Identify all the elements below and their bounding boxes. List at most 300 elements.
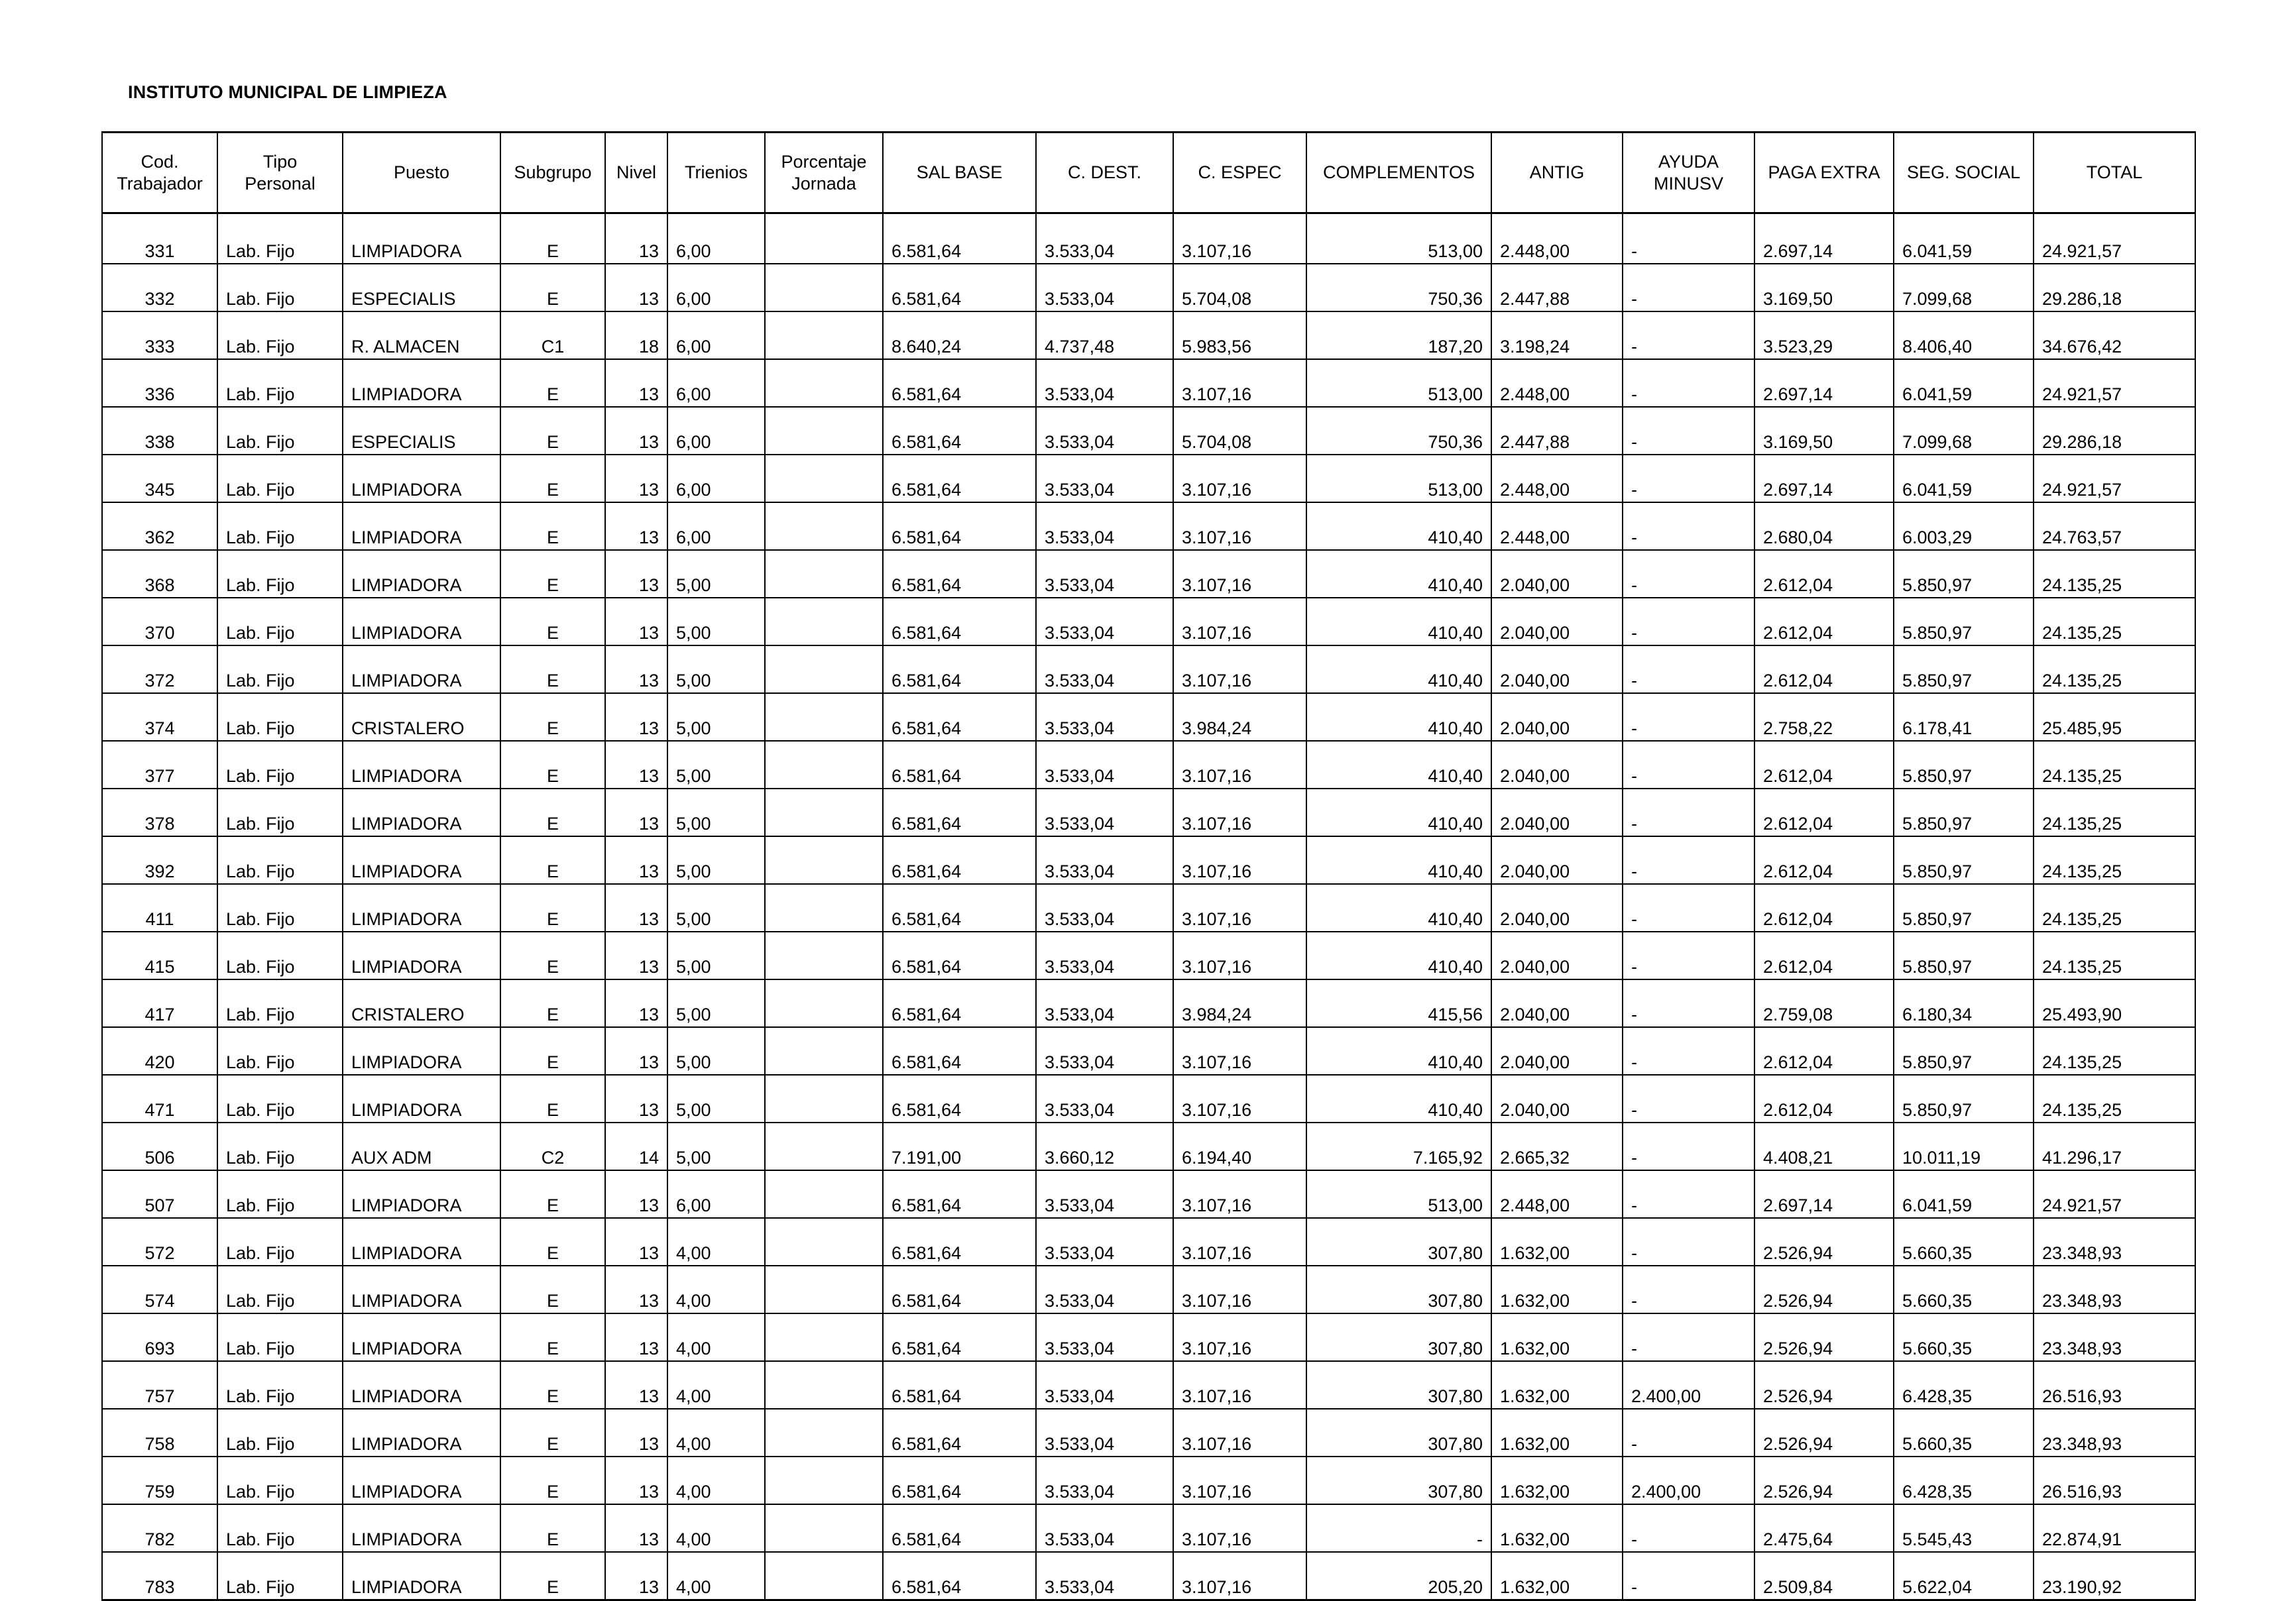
cell-complementos: 410,40	[1306, 502, 1491, 550]
cell-total: 24.135,25	[2034, 550, 2195, 598]
cell-tipo: Lab. Fijo	[217, 550, 343, 598]
cell-c-dest: 3.533,04	[1036, 1361, 1173, 1409]
cell-trienios: 5,00	[667, 645, 765, 693]
cell-ayuda: -	[1623, 1027, 1754, 1075]
cell-seg: 6.041,59	[1894, 1170, 2034, 1218]
cell-puesto: LIMPIADORA	[343, 1409, 500, 1457]
cell-sal-base: 6.581,64	[883, 1218, 1036, 1266]
cell-c-espec: 3.107,16	[1173, 836, 1306, 884]
cell-sal-base: 6.581,64	[883, 455, 1036, 502]
cell-tipo: Lab. Fijo	[217, 1170, 343, 1218]
cell-porcentaje	[765, 1123, 883, 1170]
cell-cod: 362	[102, 502, 217, 550]
cell-cod: 372	[102, 645, 217, 693]
cell-puesto: LIMPIADORA	[343, 455, 500, 502]
cell-c-espec: 3.107,16	[1173, 1170, 1306, 1218]
cell-porcentaje	[765, 1552, 883, 1600]
cell-antig: 1.632,00	[1491, 1313, 1623, 1361]
cell-ayuda: -	[1623, 407, 1754, 455]
cell-total: 26.516,93	[2034, 1361, 2195, 1409]
cell-puesto: LIMPIADORA	[343, 645, 500, 693]
cell-c-espec: 6.194,40	[1173, 1123, 1306, 1170]
cell-paga: 2.612,04	[1754, 789, 1894, 836]
cell-paga: 2.526,94	[1754, 1361, 1894, 1409]
cell-c-dest: 3.533,04	[1036, 693, 1173, 741]
cell-c-dest: 3.533,04	[1036, 407, 1173, 455]
cell-puesto: LIMPIADORA	[343, 1361, 500, 1409]
cell-subgrupo: E	[500, 645, 605, 693]
cell-sal-base: 6.581,64	[883, 264, 1036, 311]
header-antig: ANTIG	[1491, 133, 1623, 213]
cell-complementos: 307,80	[1306, 1313, 1491, 1361]
cell-complementos: 513,00	[1306, 213, 1491, 264]
cell-antig: 2.448,00	[1491, 502, 1623, 550]
table-row	[102, 455, 2195, 502]
table-row	[102, 1504, 2195, 1552]
cell-nivel: 13	[605, 213, 667, 264]
cell-cod: 471	[102, 1075, 217, 1123]
cell-seg: 6.178,41	[1894, 693, 2034, 741]
cell-antig: 1.632,00	[1491, 1457, 1623, 1504]
cell-seg: 10.011,19	[1894, 1123, 2034, 1170]
cell-antig: 2.448,00	[1491, 359, 1623, 407]
cell-c-espec: 3.107,16	[1173, 1075, 1306, 1123]
cell-subgrupo: E	[500, 1504, 605, 1552]
cell-nivel: 18	[605, 311, 667, 359]
cell-seg: 6.180,34	[1894, 979, 2034, 1027]
cell-subgrupo: C2	[500, 1123, 605, 1170]
cell-total: 24.921,57	[2034, 455, 2195, 502]
cell-nivel: 13	[605, 1075, 667, 1123]
cell-puesto: CRISTALERO	[343, 979, 500, 1027]
cell-subgrupo: E	[500, 1313, 605, 1361]
cell-seg: 5.660,35	[1894, 1313, 2034, 1361]
cell-subgrupo: E	[500, 455, 605, 502]
cell-trienios: 6,00	[667, 264, 765, 311]
cell-tipo: Lab. Fijo	[217, 1123, 343, 1170]
cell-puesto: LIMPIADORA	[343, 1504, 500, 1552]
cell-paga: 2.612,04	[1754, 741, 1894, 789]
cell-porcentaje	[765, 836, 883, 884]
cell-trienios: 6,00	[667, 311, 765, 359]
cell-c-espec: 3.107,16	[1173, 1361, 1306, 1409]
cell-puesto: LIMPIADORA	[343, 741, 500, 789]
cell-nivel: 13	[605, 932, 667, 979]
cell-paga: 2.759,08	[1754, 979, 1894, 1027]
cell-cod: 377	[102, 741, 217, 789]
cell-nivel: 13	[605, 1457, 667, 1504]
cell-c-dest: 3.533,04	[1036, 1552, 1173, 1600]
cell-nivel: 13	[605, 502, 667, 550]
cell-seg: 6.003,29	[1894, 502, 2034, 550]
cell-antig: 1.632,00	[1491, 1361, 1623, 1409]
cell-c-dest: 3.533,04	[1036, 836, 1173, 884]
cell-porcentaje	[765, 598, 883, 645]
cell-complementos: 410,40	[1306, 789, 1491, 836]
cell-seg: 5.660,35	[1894, 1409, 2034, 1457]
cell-tipo: Lab. Fijo	[217, 502, 343, 550]
cell-c-espec: 3.107,16	[1173, 502, 1306, 550]
cell-nivel: 13	[605, 1027, 667, 1075]
cell-porcentaje	[765, 741, 883, 789]
table-row	[102, 693, 2195, 741]
cell-trienios: 6,00	[667, 407, 765, 455]
cell-porcentaje	[765, 1457, 883, 1504]
cell-subgrupo: E	[500, 1170, 605, 1218]
cell-paga: 2.612,04	[1754, 1027, 1894, 1075]
cell-tipo: Lab. Fijo	[217, 932, 343, 979]
cell-porcentaje	[765, 550, 883, 598]
cell-antig: 2.040,00	[1491, 550, 1623, 598]
table-row	[102, 1170, 2195, 1218]
table-row	[102, 645, 2195, 693]
cell-paga: 2.526,94	[1754, 1409, 1894, 1457]
cell-puesto: LIMPIADORA	[343, 598, 500, 645]
cell-seg: 5.850,97	[1894, 598, 2034, 645]
cell-cod: 374	[102, 693, 217, 741]
cell-complementos: 410,40	[1306, 598, 1491, 645]
cell-tipo: Lab. Fijo	[217, 359, 343, 407]
cell-total: 24.135,25	[2034, 741, 2195, 789]
cell-porcentaje	[765, 264, 883, 311]
cell-ayuda: -	[1623, 932, 1754, 979]
cell-ayuda: -	[1623, 693, 1754, 741]
cell-sal-base: 6.581,64	[883, 932, 1036, 979]
cell-tipo: Lab. Fijo	[217, 884, 343, 932]
cell-ayuda: -	[1623, 502, 1754, 550]
cell-puesto: R. ALMACEN	[343, 311, 500, 359]
table-row	[102, 836, 2195, 884]
cell-sal-base: 6.581,64	[883, 1313, 1036, 1361]
table-row	[102, 1218, 2195, 1266]
table-row	[102, 213, 2195, 264]
cell-porcentaje	[765, 693, 883, 741]
cell-porcentaje	[765, 884, 883, 932]
cell-cod: 693	[102, 1313, 217, 1361]
table-body	[102, 213, 2195, 1600]
cell-ayuda: -	[1623, 789, 1754, 836]
cell-ayuda: -	[1623, 645, 1754, 693]
cell-subgrupo: E	[500, 789, 605, 836]
cell-puesto: LIMPIADORA	[343, 1313, 500, 1361]
cell-trienios: 4,00	[667, 1266, 765, 1313]
cell-subgrupo: E	[500, 359, 605, 407]
cell-tipo: Lab. Fijo	[217, 407, 343, 455]
cell-complementos: 410,40	[1306, 741, 1491, 789]
cell-sal-base: 6.581,64	[883, 1504, 1036, 1552]
cell-ayuda: -	[1623, 359, 1754, 407]
cell-seg: 7.099,68	[1894, 407, 2034, 455]
cell-total: 34.676,42	[2034, 311, 2195, 359]
cell-c-espec: 3.107,16	[1173, 1457, 1306, 1504]
cell-antig: 2.040,00	[1491, 645, 1623, 693]
cell-sal-base: 6.581,64	[883, 1075, 1036, 1123]
cell-puesto: LIMPIADORA	[343, 1552, 500, 1600]
cell-subgrupo: E	[500, 693, 605, 741]
cell-sal-base: 6.581,64	[883, 359, 1036, 407]
cell-total: 29.286,18	[2034, 407, 2195, 455]
cell-c-dest: 3.533,04	[1036, 455, 1173, 502]
cell-paga: 2.697,14	[1754, 213, 1894, 264]
cell-nivel: 13	[605, 455, 667, 502]
cell-complementos: 307,80	[1306, 1266, 1491, 1313]
cell-ayuda: -	[1623, 1075, 1754, 1123]
cell-complementos: 513,00	[1306, 359, 1491, 407]
cell-trienios: 4,00	[667, 1552, 765, 1600]
cell-complementos: 513,00	[1306, 455, 1491, 502]
cell-ayuda: -	[1623, 550, 1754, 598]
cell-nivel: 13	[605, 1409, 667, 1457]
cell-cod: 759	[102, 1457, 217, 1504]
cell-puesto: LIMPIADORA	[343, 1218, 500, 1266]
cell-seg: 5.545,43	[1894, 1504, 2034, 1552]
cell-complementos: 410,40	[1306, 884, 1491, 932]
cell-total: 24.921,57	[2034, 1170, 2195, 1218]
header-tipo: Tipo Personal	[217, 133, 343, 213]
cell-tipo: Lab. Fijo	[217, 1504, 343, 1552]
cell-ayuda: -	[1623, 455, 1754, 502]
cell-subgrupo: E	[500, 1266, 605, 1313]
cell-antig: 2.040,00	[1491, 836, 1623, 884]
cell-seg: 7.099,68	[1894, 264, 2034, 311]
cell-subgrupo: E	[500, 1409, 605, 1457]
cell-cod: 758	[102, 1409, 217, 1457]
cell-sal-base: 6.581,64	[883, 1027, 1036, 1075]
cell-puesto: LIMPIADORA	[343, 550, 500, 598]
cell-c-dest: 3.533,04	[1036, 359, 1173, 407]
cell-paga: 2.680,04	[1754, 502, 1894, 550]
cell-seg: 6.428,35	[1894, 1361, 2034, 1409]
cell-paga: 2.526,94	[1754, 1218, 1894, 1266]
cell-ayuda: -	[1623, 1170, 1754, 1218]
cell-seg: 6.428,35	[1894, 1457, 2034, 1504]
cell-antig: 1.632,00	[1491, 1409, 1623, 1457]
header-seg: SEG. SOCIAL	[1894, 133, 2034, 213]
cell-sal-base: 6.581,64	[883, 502, 1036, 550]
cell-tipo: Lab. Fijo	[217, 836, 343, 884]
cell-cod: 338	[102, 407, 217, 455]
table-row	[102, 1313, 2195, 1361]
cell-c-dest: 3.533,04	[1036, 1075, 1173, 1123]
cell-c-dest: 3.533,04	[1036, 979, 1173, 1027]
cell-nivel: 13	[605, 1170, 667, 1218]
cell-trienios: 6,00	[667, 213, 765, 264]
cell-c-dest: 3.533,04	[1036, 741, 1173, 789]
cell-puesto: LIMPIADORA	[343, 1027, 500, 1075]
cell-ayuda: 2.400,00	[1623, 1361, 1754, 1409]
cell-sal-base: 8.640,24	[883, 311, 1036, 359]
cell-antig: 2.040,00	[1491, 979, 1623, 1027]
cell-complementos: 513,00	[1306, 1170, 1491, 1218]
cell-nivel: 13	[605, 1361, 667, 1409]
table-row	[102, 884, 2195, 932]
cell-ayuda: -	[1623, 1123, 1754, 1170]
cell-tipo: Lab. Fijo	[217, 1409, 343, 1457]
cell-cod: 368	[102, 550, 217, 598]
cell-nivel: 13	[605, 1218, 667, 1266]
cell-total: 24.135,25	[2034, 645, 2195, 693]
cell-sal-base: 6.581,64	[883, 1266, 1036, 1313]
cell-complementos: 410,40	[1306, 550, 1491, 598]
cell-c-espec: 3.107,16	[1173, 1266, 1306, 1313]
cell-total: 24.135,25	[2034, 884, 2195, 932]
cell-puesto: LIMPIADORA	[343, 884, 500, 932]
cell-tipo: Lab. Fijo	[217, 1266, 343, 1313]
cell-sal-base: 6.581,64	[883, 598, 1036, 645]
cell-c-dest: 3.533,04	[1036, 1218, 1173, 1266]
cell-ayuda: -	[1623, 1218, 1754, 1266]
cell-antig: 2.040,00	[1491, 884, 1623, 932]
cell-c-dest: 3.533,04	[1036, 884, 1173, 932]
cell-c-dest: 3.533,04	[1036, 1409, 1173, 1457]
table-row	[102, 789, 2195, 836]
cell-paga: 2.612,04	[1754, 836, 1894, 884]
cell-subgrupo: E	[500, 264, 605, 311]
cell-total: 24.921,57	[2034, 359, 2195, 407]
cell-ayuda: -	[1623, 1266, 1754, 1313]
cell-cod: 331	[102, 213, 217, 264]
cell-sal-base: 6.581,64	[883, 741, 1036, 789]
cell-trienios: 6,00	[667, 455, 765, 502]
cell-subgrupo: E	[500, 932, 605, 979]
table-row	[102, 1075, 2195, 1123]
cell-c-espec: 3.984,24	[1173, 979, 1306, 1027]
cell-total: 25.493,90	[2034, 979, 2195, 1027]
cell-complementos: 410,40	[1306, 932, 1491, 979]
cell-porcentaje	[765, 789, 883, 836]
header-subgrupo: Subgrupo	[500, 133, 605, 213]
cell-total: 24.921,57	[2034, 213, 2195, 264]
header-row	[102, 133, 2195, 213]
cell-antig: 1.632,00	[1491, 1218, 1623, 1266]
cell-seg: 5.850,97	[1894, 741, 2034, 789]
cell-cod: 336	[102, 359, 217, 407]
cell-sal-base: 6.581,64	[883, 407, 1036, 455]
cell-seg: 6.041,59	[1894, 359, 2034, 407]
cell-trienios: 4,00	[667, 1218, 765, 1266]
cell-antig: 3.198,24	[1491, 311, 1623, 359]
cell-paga: 2.697,14	[1754, 1170, 1894, 1218]
cell-c-espec: 3.107,16	[1173, 1409, 1306, 1457]
cell-antig: 2.040,00	[1491, 1075, 1623, 1123]
cell-paga: 3.169,50	[1754, 264, 1894, 311]
cell-paga: 3.523,29	[1754, 311, 1894, 359]
cell-c-espec: 5.704,08	[1173, 407, 1306, 455]
cell-antig: 2.040,00	[1491, 1027, 1623, 1075]
cell-c-espec: 3.107,16	[1173, 1218, 1306, 1266]
cell-sal-base: 6.581,64	[883, 979, 1036, 1027]
table-row	[102, 598, 2195, 645]
header-paga: PAGA EXTRA	[1754, 133, 1894, 213]
cell-puesto: ESPECIALIS	[343, 407, 500, 455]
cell-sal-base: 6.581,64	[883, 1457, 1036, 1504]
cell-trienios: 4,00	[667, 1457, 765, 1504]
cell-complementos: 410,40	[1306, 1027, 1491, 1075]
header-porcentaje: Porcentaje Jornada	[765, 133, 883, 213]
cell-ayuda: -	[1623, 1313, 1754, 1361]
cell-sal-base: 6.581,64	[883, 1361, 1036, 1409]
cell-seg: 6.041,59	[1894, 213, 2034, 264]
cell-tipo: Lab. Fijo	[217, 1218, 343, 1266]
cell-paga: 2.612,04	[1754, 932, 1894, 979]
cell-c-espec: 3.107,16	[1173, 645, 1306, 693]
cell-puesto: CRISTALERO	[343, 693, 500, 741]
cell-ayuda: -	[1623, 598, 1754, 645]
cell-complementos: 307,80	[1306, 1218, 1491, 1266]
cell-tipo: Lab. Fijo	[217, 1361, 343, 1409]
cell-complementos: 750,36	[1306, 264, 1491, 311]
cell-subgrupo: E	[500, 1552, 605, 1600]
table-row	[102, 741, 2195, 789]
table-row	[102, 311, 2195, 359]
cell-seg: 8.406,40	[1894, 311, 2034, 359]
cell-cod: 378	[102, 789, 217, 836]
cell-complementos: -	[1306, 1504, 1491, 1552]
cell-cod: 392	[102, 836, 217, 884]
table-row	[102, 1409, 2195, 1457]
cell-porcentaje	[765, 932, 883, 979]
header-trienios: Trienios	[667, 133, 765, 213]
cell-tipo: Lab. Fijo	[217, 789, 343, 836]
cell-ayuda: -	[1623, 1409, 1754, 1457]
cell-antig: 2.665,32	[1491, 1123, 1623, 1170]
cell-nivel: 13	[605, 1504, 667, 1552]
cell-complementos: 307,80	[1306, 1409, 1491, 1457]
cell-porcentaje	[765, 359, 883, 407]
cell-c-dest: 3.533,04	[1036, 1313, 1173, 1361]
table-row	[102, 1027, 2195, 1075]
cell-c-espec: 3.107,16	[1173, 359, 1306, 407]
cell-tipo: Lab. Fijo	[217, 1075, 343, 1123]
cell-puesto: LIMPIADORA	[343, 932, 500, 979]
cell-nivel: 13	[605, 264, 667, 311]
table-row	[102, 1552, 2195, 1600]
cell-ayuda: -	[1623, 1552, 1754, 1600]
cell-complementos: 750,36	[1306, 407, 1491, 455]
cell-subgrupo: E	[500, 884, 605, 932]
cell-c-espec: 3.107,16	[1173, 455, 1306, 502]
cell-seg: 5.850,97	[1894, 1027, 2034, 1075]
cell-antig: 1.632,00	[1491, 1266, 1623, 1313]
cell-sal-base: 6.581,64	[883, 1409, 1036, 1457]
cell-porcentaje	[765, 502, 883, 550]
cell-paga: 2.612,04	[1754, 550, 1894, 598]
cell-tipo: Lab. Fijo	[217, 1457, 343, 1504]
cell-sal-base: 6.581,64	[883, 1552, 1036, 1600]
cell-subgrupo: C1	[500, 311, 605, 359]
cell-cod: 783	[102, 1552, 217, 1600]
cell-trienios: 5,00	[667, 789, 765, 836]
cell-tipo: Lab. Fijo	[217, 741, 343, 789]
cell-c-dest: 3.533,04	[1036, 1266, 1173, 1313]
cell-tipo: Lab. Fijo	[217, 1552, 343, 1600]
cell-c-dest: 3.533,04	[1036, 645, 1173, 693]
cell-subgrupo: E	[500, 598, 605, 645]
cell-nivel: 13	[605, 645, 667, 693]
cell-puesto: LIMPIADORA	[343, 1457, 500, 1504]
cell-antig: 2.040,00	[1491, 693, 1623, 741]
cell-seg: 6.041,59	[1894, 455, 2034, 502]
cell-sal-base: 6.581,64	[883, 1170, 1036, 1218]
cell-nivel: 13	[605, 1552, 667, 1600]
cell-total: 23.348,93	[2034, 1266, 2195, 1313]
cell-trienios: 4,00	[667, 1504, 765, 1552]
cell-c-espec: 3.107,16	[1173, 932, 1306, 979]
cell-puesto: LIMPIADORA	[343, 359, 500, 407]
cell-c-dest: 3.533,04	[1036, 550, 1173, 598]
table-row	[102, 932, 2195, 979]
cell-puesto: AUX ADM	[343, 1123, 500, 1170]
